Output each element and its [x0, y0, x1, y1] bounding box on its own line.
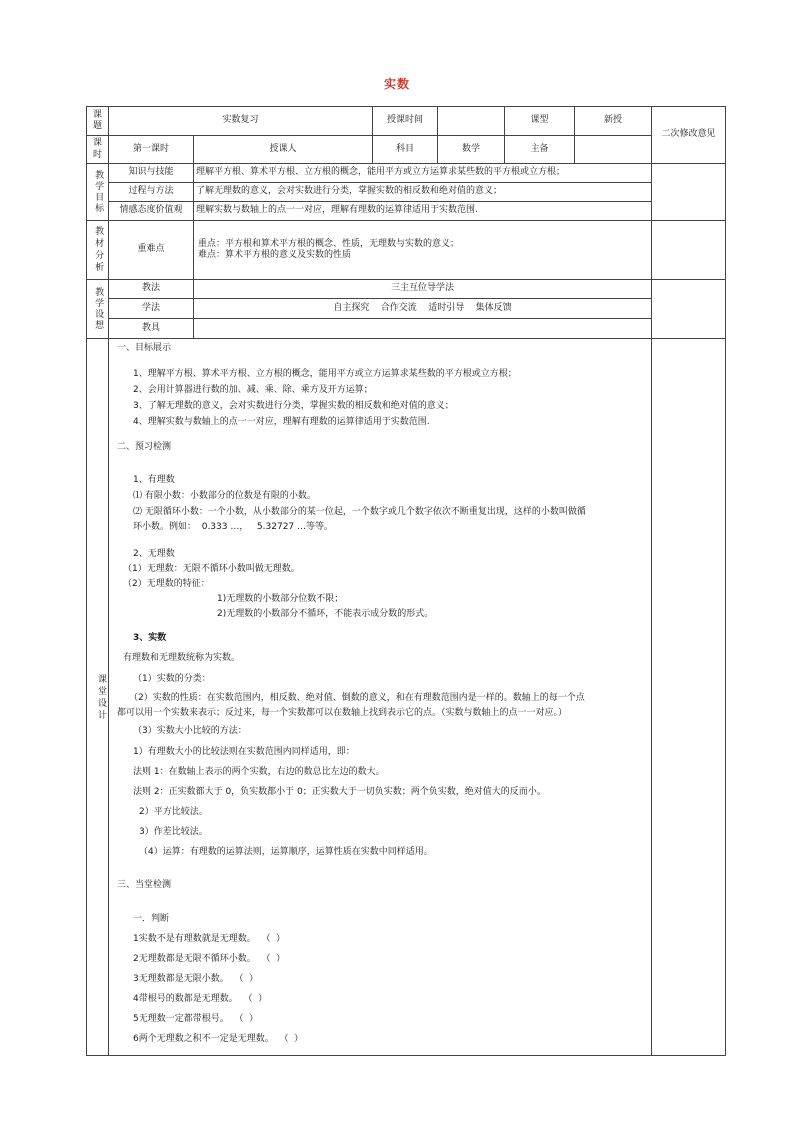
plan-key: 学法 — [109, 299, 194, 319]
section-title: 二、预习检测 — [117, 442, 172, 453]
lead-value — [575, 136, 652, 164]
document-title: 实数 — [383, 77, 410, 91]
design-content — [109, 339, 652, 1056]
revise-cell — [652, 280, 726, 339]
goal-item: 3、了解无理数的意义，会对实数进行分类，掌握实数的相反数和绝对值的意义； — [133, 401, 454, 412]
subsection-title: 一．判断 — [133, 913, 170, 924]
goal-item: 4、理解实数与数轴上的点一一对应，理解有理数的运算律适用于实数范围. — [133, 417, 430, 428]
text-line: （1）无理数：无限不循环小数叫做无理数。 — [123, 563, 300, 574]
text-line: 都可以用一个实数来表示；反过来，每一个实数都可以在数轴上找到表示它的点。（实数与数轴上的点一一对应。） — [117, 707, 568, 718]
revise-cell — [652, 339, 726, 1056]
revise-cell — [652, 221, 726, 280]
text-line: （2）无理数的特征： — [123, 578, 210, 589]
teacher-label: 授课人 — [194, 136, 373, 164]
subsection-title: 2、无理数 — [133, 548, 175, 559]
text-line: （4）运算：有理数的运算法则，运算顺序，运算性质在实数中同样适用。 — [139, 846, 433, 857]
subsection-title: 3、实数 — [133, 632, 167, 643]
plan-key: 教具 — [109, 319, 194, 339]
plan-value: 三主互位导学法 — [194, 280, 652, 299]
lesson-plan-table — [86, 106, 726, 1056]
revise-label: 二次修改意见 — [652, 107, 726, 164]
goal-value: 了解无理数的意义，会对实数进行分类，掌握实数的相反数和绝对值的意义； — [194, 183, 652, 202]
text-line: 有理数和无理数统称为实数。 — [123, 652, 241, 663]
text-line: 1）有理数大小的比较法则在实数范围内同样适用，即： — [133, 746, 355, 757]
text-line: ⑴ 有限小数：小数部分的位数是有限的小数。 — [133, 490, 316, 501]
goal-key: 知识与技能 — [109, 164, 194, 183]
plan-value — [194, 319, 652, 339]
text-line: 法则 2：正实数都大于 0，负实数都小于 0；正实数大于一切负实数；两个负实数，绝对值大的反而小。 — [133, 786, 546, 797]
section-title: 三、当堂检测 — [117, 879, 172, 890]
text-line: 2)无理数的小数部分不循环，不能表示成分数的形式。 — [217, 608, 434, 619]
type-label: 课型 — [505, 107, 575, 136]
goal-value: 理解平方根、算术平方根、立方根的概念，能用平方或立方运算求某些数的平方根或立方根； — [194, 164, 652, 183]
text-line: 环小数。例如： 0.333 …， 5.32727 …等等。 — [133, 521, 334, 532]
key-points-label: 重难点 — [109, 221, 194, 280]
period-value: 第一课时 — [109, 136, 194, 164]
key-point-line: 重点：平方根和算术平方根的概念、性质，无理数与实数的意义； — [198, 238, 460, 249]
judge-item: 1实数不是有理数就是无理数。 （ ） — [133, 933, 286, 944]
plan-label: 教学设想 — [87, 280, 109, 339]
topic-value: 实数复习 — [109, 107, 373, 136]
goal-key: 过程与方法 — [109, 183, 194, 202]
text-line: （1）实数的分类： — [133, 673, 211, 684]
goal-item: 1、理解平方根、算术平方根、立方根的概念，能用平方或立方运算求某些数的平方根或立方根； — [133, 369, 517, 380]
type-value: 新授 — [575, 107, 652, 136]
text-line: （2）实数的性质：在实数范围内，相反数、绝对值、倒数的意义，和在有理数范围内是一样的。数轴上的每一个点 — [129, 692, 585, 703]
design-label: 课堂设计 — [87, 339, 109, 1056]
subsection-title: 1、有理数 — [133, 474, 175, 485]
revise-cell — [652, 164, 726, 221]
judge-item: 3无理数都是无限小数。 （ ） — [133, 973, 259, 984]
lead-label: 主备 — [505, 136, 575, 164]
goal-value: 理解实数与数轴上的点一一对应，理解有理数的运算律适用于实数范围. — [194, 202, 652, 221]
subject-value: 数学 — [438, 136, 505, 164]
topic-label: 课题 — [87, 107, 109, 136]
key-points-content — [194, 221, 652, 280]
text-line: ⑵ 无限循环小数：一个小数，从小数部分的某一位起，一个数字或几个数字依次不断重复出现，这样的小数叫做循 — [133, 506, 586, 517]
time-value — [438, 107, 505, 136]
text-line: 法则 1：在数轴上表示的两个实数，右边的数总比左边的数大。 — [133, 766, 385, 777]
subject-label: 科目 — [373, 136, 438, 164]
difficult-point-line: 难点：算术平方根的意义及实数的性质 — [198, 250, 352, 260]
goals-label: 教学目标 — [87, 164, 109, 221]
text-line: 1)无理数的小数部分位数不限； — [217, 593, 344, 604]
judge-item: 2无理数都是无限不循环小数。 （ ） — [133, 953, 286, 964]
section-title: 一、目标展示 — [117, 343, 172, 353]
goal-key: 情感态度价值观 — [109, 202, 194, 221]
analysis-label: 教材分析 — [87, 221, 109, 280]
judge-item: 5无理数一定都带根号。 （ ） — [133, 1013, 259, 1024]
text-line: 3）作差比较法。 — [139, 826, 208, 837]
judge-item: 6两个无理数之积不一定是无理数。 （ ） — [133, 1033, 304, 1044]
judge-item: 4带根号的数都是无理数。 （ ） — [133, 993, 268, 1004]
text-line: （3）实数大小比较的方法： — [133, 725, 247, 736]
period-label: 课时 — [87, 136, 109, 164]
time-label: 授课时间 — [373, 107, 438, 136]
plan-key: 教法 — [109, 280, 194, 299]
plan-value: 自主探究 合作交流 适时引导 集体反馈 — [194, 299, 652, 319]
text-line: 2）平方比较法。 — [139, 806, 208, 817]
goal-item: 2、会用计算器进行数的加、减、乘、除、乘方及开方运算； — [133, 385, 373, 396]
